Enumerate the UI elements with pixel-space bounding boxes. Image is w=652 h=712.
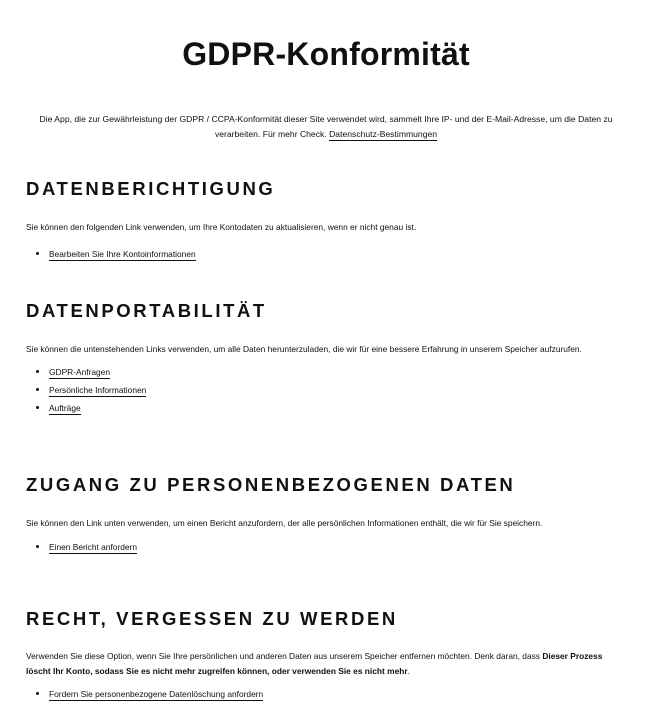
section-data-portability [26, 300, 626, 417]
list-item [26, 538, 626, 556]
warning-text: Dieser Prozess löscht Ihr Konto, sodass Sie es nicht mehr zugreifen können, oder verwenden Sie es nicht mehr [26, 651, 603, 676]
section-text [26, 649, 626, 679]
page-title: GDPR-Konformität [182, 36, 470, 72]
section-text: Sie können den folgenden Link verwenden, um Ihre Kontodaten zu aktualisieren, wenn er nicht genau ist. [26, 222, 417, 232]
personal-info-link[interactable]: Persönliche Informationen [49, 385, 147, 395]
link-list [26, 245, 626, 263]
list-item [26, 399, 626, 417]
section-text-end: . [407, 666, 410, 676]
request-deletion-link[interactable]: Fordern Sie personenbezogene Datenlöschung anfordern [49, 689, 264, 699]
section-heading: DATENPORTABILITÄT [26, 300, 267, 321]
privacy-policy-link[interactable]: Datenschutz-Bestimmungen [329, 129, 438, 139]
edit-account-link[interactable]: Bearbeiten Sie Ihre Kontoinformationen [49, 249, 196, 259]
intro-text [22, 112, 630, 142]
link-list [26, 685, 626, 703]
section-heading: ZUGANG ZU PERSONENBEZOGENEN DATEN [26, 474, 516, 495]
intro-body: Die App, die zur Gewährleistung der GDPR / CCPA-Konformität dieser Site verwendet wird, sammelt Ihre IP- und der E-Mail-Adresse, um die Daten zu verarbeiten. Für mehr Check. [39, 114, 613, 139]
section-heading: DATENBERICHTIGUNG [26, 178, 276, 199]
list-item [26, 363, 626, 381]
section-data-correction [26, 178, 626, 263]
list-item [26, 685, 626, 703]
request-report-link[interactable]: Einen Bericht anfordern [49, 542, 137, 552]
gdpr-requests-link[interactable]: GDPR-Anfragen [49, 367, 110, 377]
section-personal-data-access [26, 474, 626, 556]
list-item [26, 245, 626, 263]
section-right-to-be-forgotten [26, 608, 626, 703]
section-heading: RECHT, VERGESSEN ZU WERDEN [26, 608, 398, 629]
section-text: Sie können den Link unten verwenden, um einen Bericht anzufordern, der alle persönlichen Informationen enthält, die wir für Sie speichern. [26, 518, 543, 528]
link-list [26, 538, 626, 556]
orders-link[interactable]: Aufträge [49, 403, 81, 413]
list-item [26, 381, 626, 399]
section-text-body: Verwenden Sie diese Option, wenn Sie Ihre persönlichen und anderen Daten aus unserem Speicher entfernen möchten. Denk daran, dass [26, 651, 540, 661]
section-text: Sie können die untenstehenden Links verwenden, um alle Daten herunterzuladen, die wir für eine bessere Erfahrung in unserem Speicher aufzurufen. [26, 344, 582, 354]
link-list [26, 363, 626, 417]
